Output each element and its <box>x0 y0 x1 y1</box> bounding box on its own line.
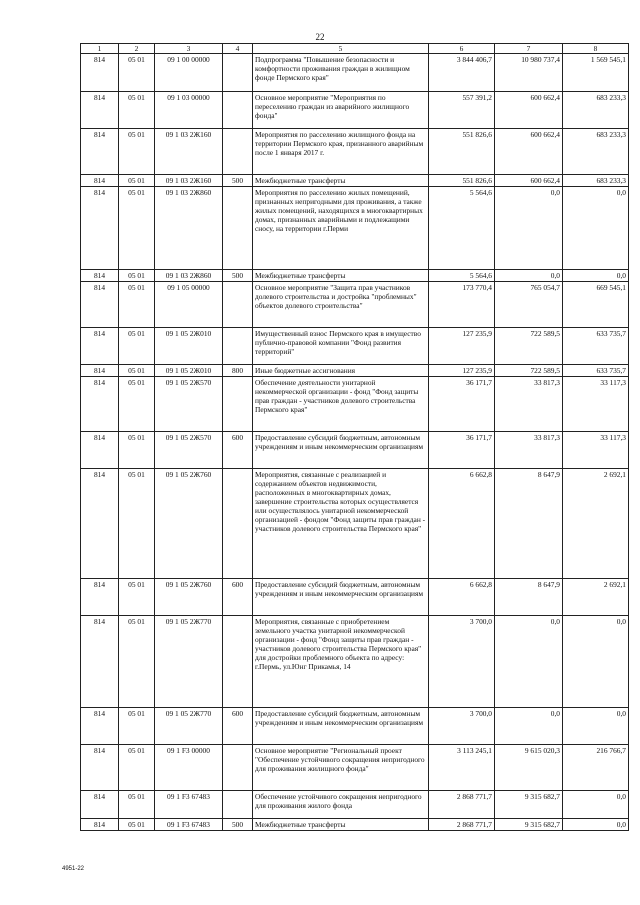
amount-col-7: 8 647,9 <box>495 579 563 616</box>
section-code: 05 01 <box>119 270 155 282</box>
amount-col-6: 6 662,8 <box>429 469 495 579</box>
amount-col-7: 600 662,4 <box>495 175 563 187</box>
header-col-3: 3 <box>155 44 223 54</box>
target-article-code: 09 1 F3 00000 <box>155 745 223 791</box>
ministry-code: 814 <box>81 708 119 745</box>
item-name: Предоставление субсидий бюджетным, автономным учреждениям и иным некоммерческим организациям <box>253 708 429 745</box>
amount-col-8: 2 692,1 <box>563 469 629 579</box>
item-name: Предоставление субсидий бюджетным, автономным учреждениям и иным некоммерческим организациям <box>253 432 429 469</box>
item-name: Обеспечение устойчивого сокращения непригодного для проживания жилого фонда <box>253 791 429 819</box>
expense-type-code: 600 <box>223 579 253 616</box>
item-name: Основное мероприятие "Защита прав участников долевого строительства и достройка "проблемных" объектов долевого строительства" <box>253 282 429 328</box>
ministry-code: 814 <box>81 92 119 129</box>
expense-type-code <box>223 745 253 791</box>
amount-col-7: 8 647,9 <box>495 469 563 579</box>
table-row <box>81 377 629 432</box>
amount-col-8: 683 233,3 <box>563 175 629 187</box>
target-article-code: 09 1 05 2Ж770 <box>155 708 223 745</box>
table-row <box>81 579 629 616</box>
table-row <box>81 175 629 187</box>
amount-col-8: 683 233,3 <box>563 129 629 175</box>
item-name: Мероприятия, связанные с приобретением земельного участка унитарной некоммерческой организации - фонд "Фонд защиты прав граждан - участников долевого строительства Пермского края" для достройки проблемного объекта по адресу: г.Пермь, ул.Юнг Прикамья, 14 <box>253 616 429 708</box>
amount-col-7: 600 662,4 <box>495 129 563 175</box>
amount-col-8: 0,0 <box>563 187 629 270</box>
target-article-code: 09 1 05 2Ж010 <box>155 365 223 377</box>
expense-type-code: 800 <box>223 365 253 377</box>
expense-type-code <box>223 377 253 432</box>
item-name: Основное мероприятие "Мероприятия по переселению граждан из аварийного жилищного фонда" <box>253 92 429 129</box>
item-name: Подпрограмма "Повышение безопасности и комфортности проживания граждан в жилищном фонде Пермского края" <box>253 54 429 92</box>
section-code: 05 01 <box>119 54 155 92</box>
ministry-code: 814 <box>81 791 119 819</box>
table-row <box>81 328 629 365</box>
expense-type-code: 600 <box>223 708 253 745</box>
amount-col-6: 36 171,7 <box>429 377 495 432</box>
target-article-code: 09 1 05 2Ж770 <box>155 616 223 708</box>
amount-col-7: 9 615 020,3 <box>495 745 563 791</box>
expense-type-code: 500 <box>223 819 253 831</box>
table-row <box>81 819 629 831</box>
section-code: 05 01 <box>119 579 155 616</box>
amount-col-7: 0,0 <box>495 187 563 270</box>
target-article-code: 09 1 03 2Ж860 <box>155 270 223 282</box>
target-article-code: 09 1 F3 67483 <box>155 791 223 819</box>
amount-col-6: 3 700,0 <box>429 708 495 745</box>
amount-col-6: 127 235,9 <box>429 365 495 377</box>
amount-col-6: 3 113 245,1 <box>429 745 495 791</box>
target-article-code: 09 1 03 2Ж160 <box>155 129 223 175</box>
header-row <box>81 44 629 54</box>
item-name: Мероприятия, связанные с реализацией и содержанием объектов недвижимости, расположенных в многоквартирных домах, завершение строительства которых осуществляется или осуществлялось унитарной некоммерческой организацией - фондом "Фонд защиты прав граждан - участников долевого строительства Пермского края" <box>253 469 429 579</box>
section-code: 05 01 <box>119 129 155 175</box>
expense-type-code <box>223 92 253 129</box>
header-col-6: 6 <box>429 44 495 54</box>
ministry-code: 814 <box>81 579 119 616</box>
amount-col-6: 173 770,4 <box>429 282 495 328</box>
expense-type-code <box>223 469 253 579</box>
amount-col-8: 1 569 545,1 <box>563 54 629 92</box>
header-col-8: 8 <box>563 44 629 54</box>
section-code: 05 01 <box>119 328 155 365</box>
target-article-code: 09 1 05 2Ж760 <box>155 469 223 579</box>
amount-col-7: 0,0 <box>495 270 563 282</box>
section-code: 05 01 <box>119 187 155 270</box>
amount-col-6: 2 868 771,7 <box>429 791 495 819</box>
table-row <box>81 54 629 92</box>
amount-col-7: 9 315 682,7 <box>495 819 563 831</box>
ministry-code: 814 <box>81 469 119 579</box>
amount-col-7: 722 589,5 <box>495 328 563 365</box>
section-code: 05 01 <box>119 708 155 745</box>
table-row <box>81 129 629 175</box>
table-row <box>81 708 629 745</box>
expense-type-code <box>223 328 253 365</box>
header-col-5: 5 <box>253 44 429 54</box>
section-code: 05 01 <box>119 175 155 187</box>
amount-col-8: 216 766,7 <box>563 745 629 791</box>
ministry-code: 814 <box>81 328 119 365</box>
item-name: Основное мероприятие "Региональный проект "Обеспечение устойчивого сокращения непригодного для проживания жилищного фонда" <box>253 745 429 791</box>
amount-col-7: 33 817,3 <box>495 432 563 469</box>
section-code: 05 01 <box>119 432 155 469</box>
item-name: Иные бюджетные ассигнования <box>253 365 429 377</box>
amount-col-7: 765 054,7 <box>495 282 563 328</box>
amount-col-6: 5 564,6 <box>429 270 495 282</box>
expense-type-code: 600 <box>223 432 253 469</box>
budget-table <box>80 43 629 831</box>
expense-type-code <box>223 282 253 328</box>
amount-col-6: 3 844 406,7 <box>429 54 495 92</box>
item-name: Предоставление субсидий бюджетным, автономным учреждениям и иным некоммерческим организациям <box>253 579 429 616</box>
amount-col-7: 0,0 <box>495 708 563 745</box>
target-article-code: 09 1 03 00000 <box>155 92 223 129</box>
ministry-code: 814 <box>81 54 119 92</box>
target-article-code: 09 1 03 2Ж860 <box>155 187 223 270</box>
section-code: 05 01 <box>119 92 155 129</box>
table-body <box>81 54 629 831</box>
table-row <box>81 270 629 282</box>
table-row <box>81 791 629 819</box>
ministry-code: 814 <box>81 819 119 831</box>
ministry-code: 814 <box>81 282 119 328</box>
amount-col-8: 0,0 <box>563 270 629 282</box>
item-name: Имущественный взнос Пермского края в имущество публично-правовой компании "Фонд развития территорий" <box>253 328 429 365</box>
amount-col-8: 2 692,1 <box>563 579 629 616</box>
section-code: 05 01 <box>119 365 155 377</box>
ministry-code: 814 <box>81 270 119 282</box>
section-code: 05 01 <box>119 377 155 432</box>
amount-col-8: 0,0 <box>563 616 629 708</box>
page-number: 22 <box>315 32 325 42</box>
target-article-code: 09 1 05 2Ж760 <box>155 579 223 616</box>
header-col-7: 7 <box>495 44 563 54</box>
ministry-code: 814 <box>81 377 119 432</box>
item-name: Межбюджетные трансферты <box>253 819 429 831</box>
ministry-code: 814 <box>81 187 119 270</box>
ministry-code: 814 <box>81 129 119 175</box>
section-code: 05 01 <box>119 469 155 579</box>
expense-type-code <box>223 129 253 175</box>
amount-col-6: 5 564,6 <box>429 187 495 270</box>
amount-col-7: 10 980 737,4 <box>495 54 563 92</box>
amount-col-6: 551 826,6 <box>429 129 495 175</box>
expense-type-code <box>223 187 253 270</box>
section-code: 05 01 <box>119 745 155 791</box>
expense-type-code <box>223 616 253 708</box>
ministry-code: 814 <box>81 365 119 377</box>
amount-col-6: 36 171,7 <box>429 432 495 469</box>
target-article-code: 09 1 05 00000 <box>155 282 223 328</box>
amount-col-8: 683 233,3 <box>563 92 629 129</box>
target-article-code: 09 1 F3 67483 <box>155 819 223 831</box>
item-name: Мероприятия по расселению жилищного фонда на территории Пермского края, признанного аварийным после 1 января 2017 г. <box>253 129 429 175</box>
amount-col-8: 0,0 <box>563 791 629 819</box>
item-name: Межбюджетные трансферты <box>253 175 429 187</box>
amount-col-8: 669 545,1 <box>563 282 629 328</box>
amount-col-7: 33 817,3 <box>495 377 563 432</box>
expense-type-code <box>223 54 253 92</box>
item-name: Обеспечение деятельности унитарной некоммерческой организации - фонд "Фонд защиты прав граждан - участников долевого строительства Пермского края" <box>253 377 429 432</box>
amount-col-8: 0,0 <box>563 708 629 745</box>
amount-col-8: 33 117,3 <box>563 377 629 432</box>
amount-col-8: 633 735,7 <box>563 328 629 365</box>
ministry-code: 814 <box>81 616 119 708</box>
ministry-code: 814 <box>81 175 119 187</box>
amount-col-6: 3 700,0 <box>429 616 495 708</box>
amount-col-6: 127 235,9 <box>429 328 495 365</box>
section-code: 05 01 <box>119 616 155 708</box>
amount-col-6: 557 391,2 <box>429 92 495 129</box>
header-col-1: 1 <box>81 44 119 54</box>
section-code: 05 01 <box>119 819 155 831</box>
header-col-2: 2 <box>119 44 155 54</box>
amount-col-8: 0,0 <box>563 819 629 831</box>
table-row <box>81 616 629 708</box>
expense-type-code: 500 <box>223 270 253 282</box>
target-article-code: 09 1 05 2Ж570 <box>155 432 223 469</box>
target-article-code: 09 1 05 2Ж010 <box>155 328 223 365</box>
table-row <box>81 282 629 328</box>
amount-col-7: 722 589,5 <box>495 365 563 377</box>
amount-col-7: 600 662,4 <box>495 92 563 129</box>
expense-type-code <box>223 791 253 819</box>
amount-col-6: 6 662,8 <box>429 579 495 616</box>
amount-col-8: 633 735,7 <box>563 365 629 377</box>
table-row <box>81 432 629 469</box>
amount-col-7: 0,0 <box>495 616 563 708</box>
target-article-code: 09 1 05 2Ж570 <box>155 377 223 432</box>
target-article-code: 09 1 03 2Ж160 <box>155 175 223 187</box>
header-col-4: 4 <box>223 44 253 54</box>
table-row <box>81 187 629 270</box>
table-row <box>81 92 629 129</box>
ministry-code: 814 <box>81 432 119 469</box>
section-code: 05 01 <box>119 791 155 819</box>
amount-col-7: 9 315 682,7 <box>495 791 563 819</box>
document-code: 4951-22 <box>62 866 85 872</box>
table-row <box>81 469 629 579</box>
item-name: Межбюджетные трансферты <box>253 270 429 282</box>
target-article-code: 09 1 00 00000 <box>155 54 223 92</box>
amount-col-8: 33 117,3 <box>563 432 629 469</box>
table-row <box>81 365 629 377</box>
ministry-code: 814 <box>81 745 119 791</box>
item-name: Мероприятия по расселению жилых помещений, признанных непригодными для проживания, а также жилых помещений, находящихся в многоквартирных домах, признанных аварийными и подлежащими сносу, на территории г.Перми <box>253 187 429 270</box>
amount-col-6: 551 826,6 <box>429 175 495 187</box>
table-row <box>81 745 629 791</box>
amount-col-6: 2 868 771,7 <box>429 819 495 831</box>
expense-type-code: 500 <box>223 175 253 187</box>
section-code: 05 01 <box>119 282 155 328</box>
